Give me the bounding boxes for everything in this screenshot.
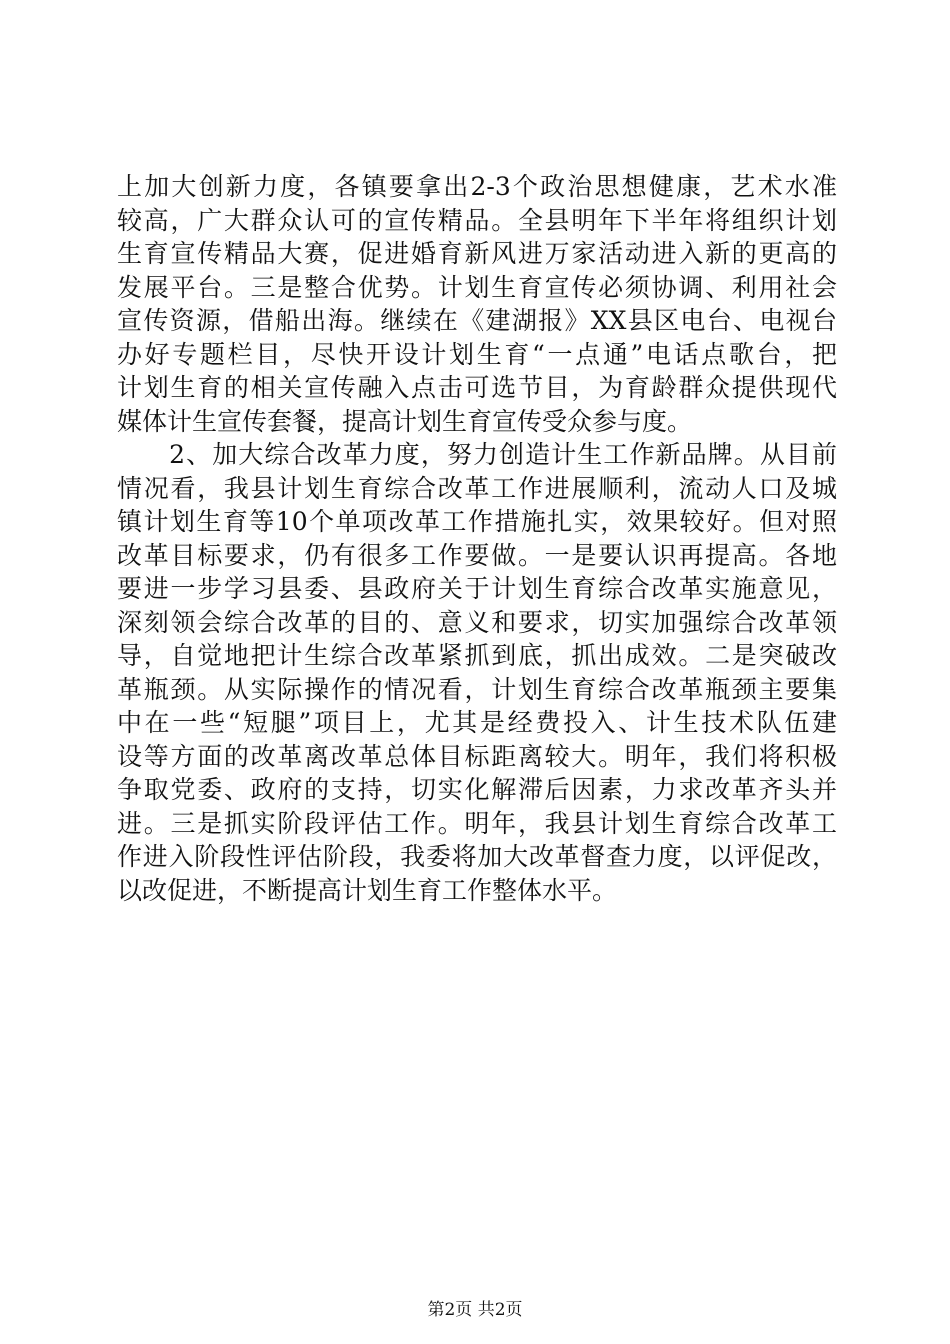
text-line: 设等方面的改革离改革总体目标距离较大。明年，我们将积极: [117, 741, 837, 771]
text-line: 导，自觉地把计生综合改革紧抓到底，抓出成效。二是突破改: [117, 641, 837, 670]
text-line: 革瓶颈。从实际操作的情况看，计划生育综合改革瓶颈主要集: [117, 674, 837, 704]
text-line: 要进一步学习县委、县政府关于计划生育综合改革实施意见，: [117, 574, 837, 603]
page-number-footer: 第2页 共2页: [427, 1300, 523, 1320]
text-line: 深刻领会综合改革的目的、意义和要求，切实加强综合改革领: [117, 607, 837, 637]
text-line: 计划生育的相关宣传融入点击可选节目，为育龄群众提供现代: [117, 373, 837, 402]
text-line: 宣传资源，借船出海。继续在《建湖报》XX县区电台、电视台: [117, 306, 837, 335]
text-line: 上加大创新力度，各镇要拿出2-3个政治思想健康，艺术水准: [117, 172, 837, 201]
text-line: 2、加大综合改革力度，努力创造计生工作新品牌。从目前: [117, 440, 837, 469]
text-line: 作进入阶段性评估阶段，我委将加大改革督查力度，以评促改，: [117, 842, 837, 871]
text-line: 镇计划生育等10个单项改革工作措施扎实，效果较好。但对照: [117, 507, 837, 536]
text-line: 发展平台。三是整合优势。计划生育宣传必须协调、利用社会: [117, 272, 837, 302]
text-line: 生育宣传精品大赛，促进婚育新风进万家活动进入新的更高的: [117, 239, 837, 268]
text-line: 较高，广大群众认可的宣传精品。全县明年下半年将组织计划: [117, 205, 837, 235]
text-line: 情况看，我县计划生育综合改革工作进展顺利，流动人口及城: [117, 473, 837, 503]
document-body: [117, 170, 837, 907]
text-line: 中在一些“短腿”项目上，尤其是经费投入、计生技术队伍建: [117, 708, 837, 737]
text-line: 争取党委、政府的支持，切实化解滞后因素，力求改革齐头并: [117, 775, 837, 804]
text-line: 进。三是抓实阶段评估工作。明年，我县计划生育综合改革工: [117, 808, 837, 838]
text-line: 改革目标要求，仍有很多工作要做。一是要认识再提高。各地: [117, 540, 837, 570]
text-line: 办好专题栏目，尽快开设计划生育“一点通”电话点歌台，把: [117, 339, 837, 369]
text-line: 媒体计生宣传套餐，提高计划生育宣传受众参与度。: [117, 406, 693, 436]
text-line: 以改促进，不断提高计划生育工作整体水平。: [117, 875, 618, 905]
